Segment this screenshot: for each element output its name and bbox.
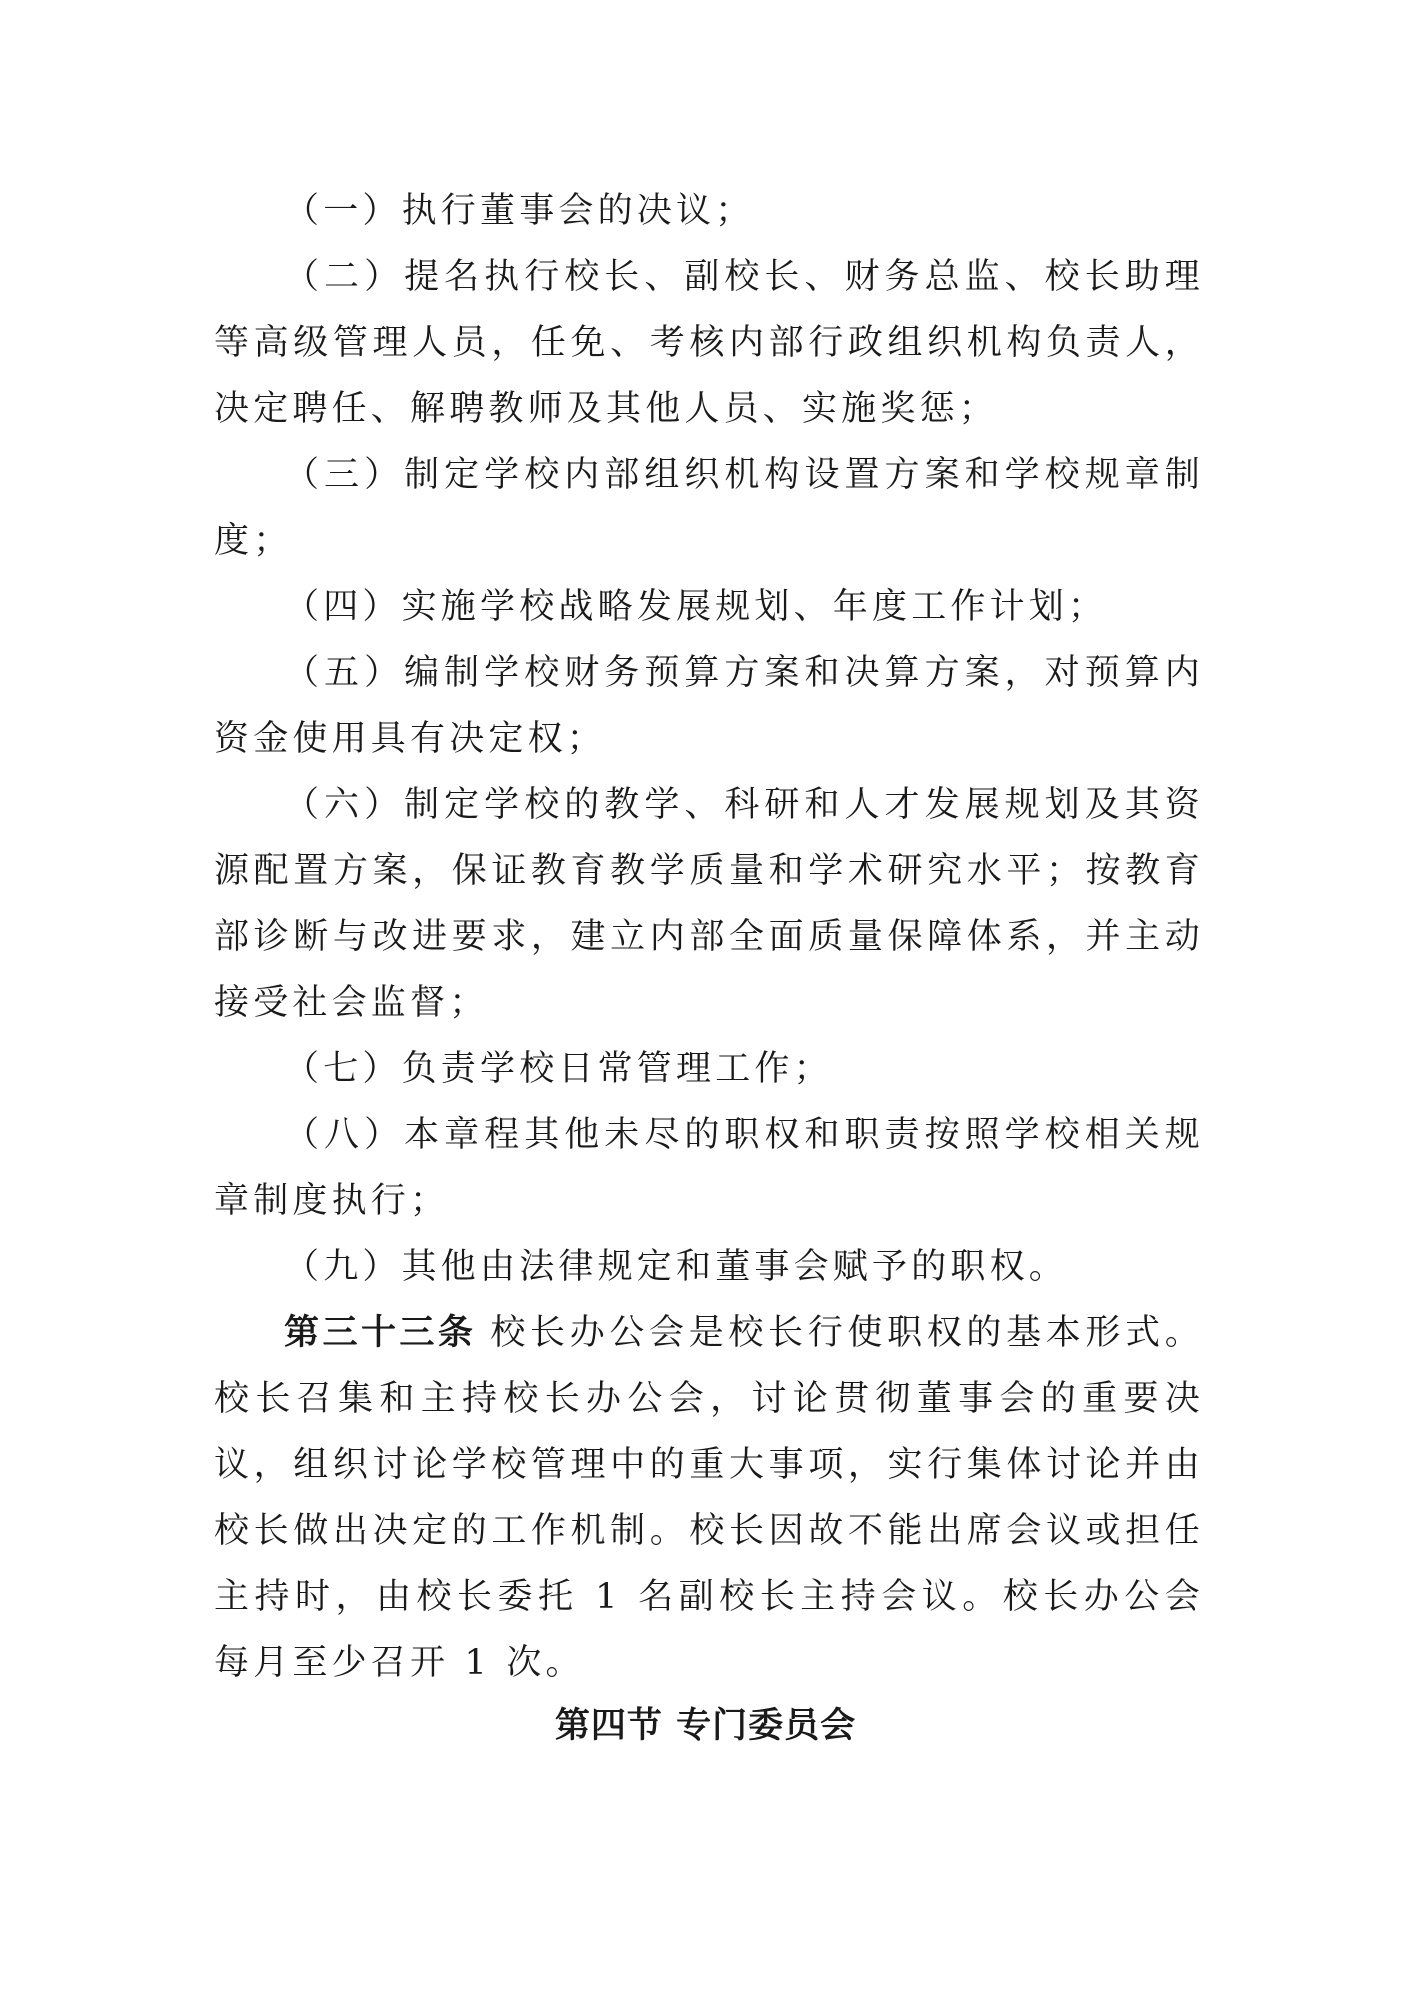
section-title: 第四节 专门委员会 bbox=[554, 1706, 857, 1746]
duty-item-4: （四）实施学校战略发展规划、年度工作计划； bbox=[284, 587, 1108, 627]
duty-item-6: （六）制定学校的教学、科研和人才发展规划及其资源配置方案，保证教育教学质量和学术研究水平；按教育部诊断与改进要求，建立内部全面质量保障体系，并主动接受社会监督； bbox=[214, 785, 1204, 1023]
duty-item-1: （一）执行董事会的决议； bbox=[284, 191, 755, 231]
duty-item-2: （二）提名执行校长、副校长、财务总监、校长助理等高级管理人员，任免、考核内部行政组织机构负责人，决定聘任、解聘教师及其他人员、实施奖惩； bbox=[214, 257, 1204, 429]
article-number: 第三十三条 bbox=[284, 1313, 477, 1353]
document-body bbox=[214, 178, 1204, 1696]
duty-item-8: （八）本章程其他未尽的职权和职责按照学校相关规章制度执行； bbox=[214, 1115, 1204, 1221]
duty-item-9: （九）其他由法律规定和董事会赋予的职权。 bbox=[284, 1247, 1069, 1287]
duty-item-3: （三）制定学校内部组织机构设置方案和学校规章制度； bbox=[214, 455, 1204, 561]
duty-item-7: （七）负责学校日常管理工作； bbox=[284, 1049, 833, 1089]
article-33 bbox=[214, 1300, 1204, 1696]
article-text: 校长办公会是校长行使职权的基本形式。校长召集和主持校长办公会，讨论贯彻董事会的重要决议，组织讨论学校管理中的重大事项，实行集体讨论并由校长做出决定的工作机制。校长因故不能出席会议或担任主持时，由校长委托 1 名副校长主持会议。校长办公会每月至少召开 1 次。 bbox=[214, 1313, 1204, 1683]
duty-item-5: （五）编制学校财务预算方案和决算方案，对预算内资金使用具有决定权； bbox=[214, 653, 1204, 759]
